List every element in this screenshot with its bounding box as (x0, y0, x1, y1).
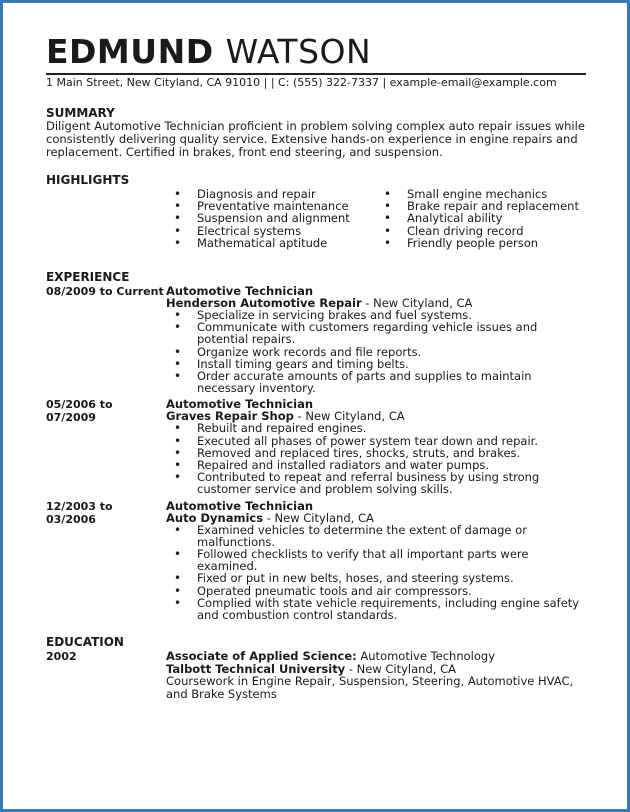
school-name: Talbott Technical University (166, 661, 346, 676)
contact-line: 1 Main Street, New Cityland, CA 91010 | | C: (555) 322-7337 | example-email@example.com (46, 76, 557, 89)
highlight-item: • Diagnosis and repair (166, 188, 376, 200)
company-location: - New Cityland, CA (263, 510, 374, 525)
duty-item: • Executed all phases of power system tear down and repair. (166, 435, 586, 447)
job-title: Automotive Technician (166, 397, 314, 412)
duty-item: • Communicate with customers regarding vehicle issues and potential repairs. (166, 321, 586, 345)
coursework-text: Coursework in Engine Repair, Suspension, Steering, Automotive HVAC, and Brake Systems (166, 674, 574, 701)
highlight-item: • Brake repair and replacement (376, 200, 586, 212)
highlight-item: • Analytical ability (376, 212, 586, 224)
highlight-item: • Small engine mechanics (376, 188, 586, 200)
summary-heading: SUMMARY (46, 106, 115, 120)
job-entry (46, 285, 586, 394)
highlight-item: • Clean driving record (376, 225, 586, 237)
job-dates: 12/2003 to 03/2006 (46, 499, 113, 526)
company-name: Henderson Automotive Repair (166, 296, 362, 311)
last-name: WATSON (225, 32, 372, 71)
job-details (166, 500, 586, 622)
company-location: - New Cityland, CA (361, 296, 473, 311)
highlight-item: • Suspension and alignment (166, 212, 376, 224)
company-name: Graves Repair Shop (166, 409, 294, 424)
duty-item: • Rebuilt and repaired engines. (166, 422, 586, 434)
highlights-grid (46, 188, 586, 249)
highlights-right-column (376, 188, 586, 249)
experience-heading: EXPERIENCE (46, 270, 130, 285)
job-details (166, 398, 586, 495)
duty-item: • Examined vehicles to determine the extent of damage or malfunctions. (166, 524, 586, 548)
duty-item: • Followed checklists to verify that all important parts were examined. (166, 548, 586, 572)
highlight-item: • Electrical systems (166, 225, 376, 237)
duty-item: • Complied with state vehicle requirements, including engine safety and combustion control standards. (166, 597, 586, 621)
job-details (166, 285, 586, 394)
company-location: - New Cityland, CA (293, 409, 405, 424)
highlights-heading: HIGHLIGHTS (46, 173, 130, 187)
school-location: - New Cityland, CA (345, 661, 456, 676)
resume-page (46, 33, 586, 700)
highlight-item: • Mathematical aptitude (166, 237, 376, 249)
job-dates: 05/2006 to 07/2009 (46, 398, 113, 425)
education-details (166, 650, 586, 700)
duty-item: • Organize work records and file reports. (166, 346, 586, 358)
job-entry (46, 500, 586, 622)
job-title: Automotive Technician (166, 498, 314, 513)
candidate-name (46, 33, 586, 71)
duty-item: • Removed and replaced tires, shocks, struts, and brakes. (166, 447, 586, 459)
duty-item: • Contributed to repeat and referral business by using strong customer service and problem solving skills. (166, 471, 586, 495)
job-title: Automotive Technician (166, 284, 314, 299)
duty-list (166, 524, 586, 622)
duty-list (166, 422, 586, 495)
highlight-item: • Friendly people person (376, 237, 586, 249)
graduation-year: 2002 (46, 650, 77, 664)
first-name: EDMUND (46, 32, 214, 71)
company-name: Auto Dynamics (166, 510, 264, 525)
duty-item: • Specialize in servicing brakes and fuel systems. (166, 309, 586, 321)
degree-name: Associate of Applied Science: (166, 649, 357, 664)
duty-item: • Fixed or put in new belts, hoses, and steering systems. (166, 572, 586, 584)
education-entry (46, 650, 586, 700)
summary-text: Diligent Automotive Technician proficient in problem solving complex auto repair issues while consistently delivering quality service. Extensive hands-on experience in engine repairs and replacement. Certified in brakes, front end steering, and suspension. (46, 119, 585, 159)
duty-item: • Operated pneumatic tools and air compressors. (166, 585, 586, 597)
duty-item: • Order accurate amounts of parts and supplies to maintain necessary inventory. (166, 370, 586, 394)
job-dates: 08/2009 to Current (46, 285, 164, 299)
highlights-left-column (166, 188, 376, 249)
education-heading: EDUCATION (46, 635, 124, 650)
duty-item: • Repaired and installed radiators and water pumps. (166, 459, 586, 471)
degree-field: Automotive Technology (356, 649, 496, 664)
highlight-item: • Preventative maintenance (166, 200, 376, 212)
duty-item: • Install timing gears and timing belts. (166, 358, 586, 370)
employer-line (166, 512, 586, 524)
duty-list (166, 309, 586, 394)
job-entry (46, 398, 586, 495)
